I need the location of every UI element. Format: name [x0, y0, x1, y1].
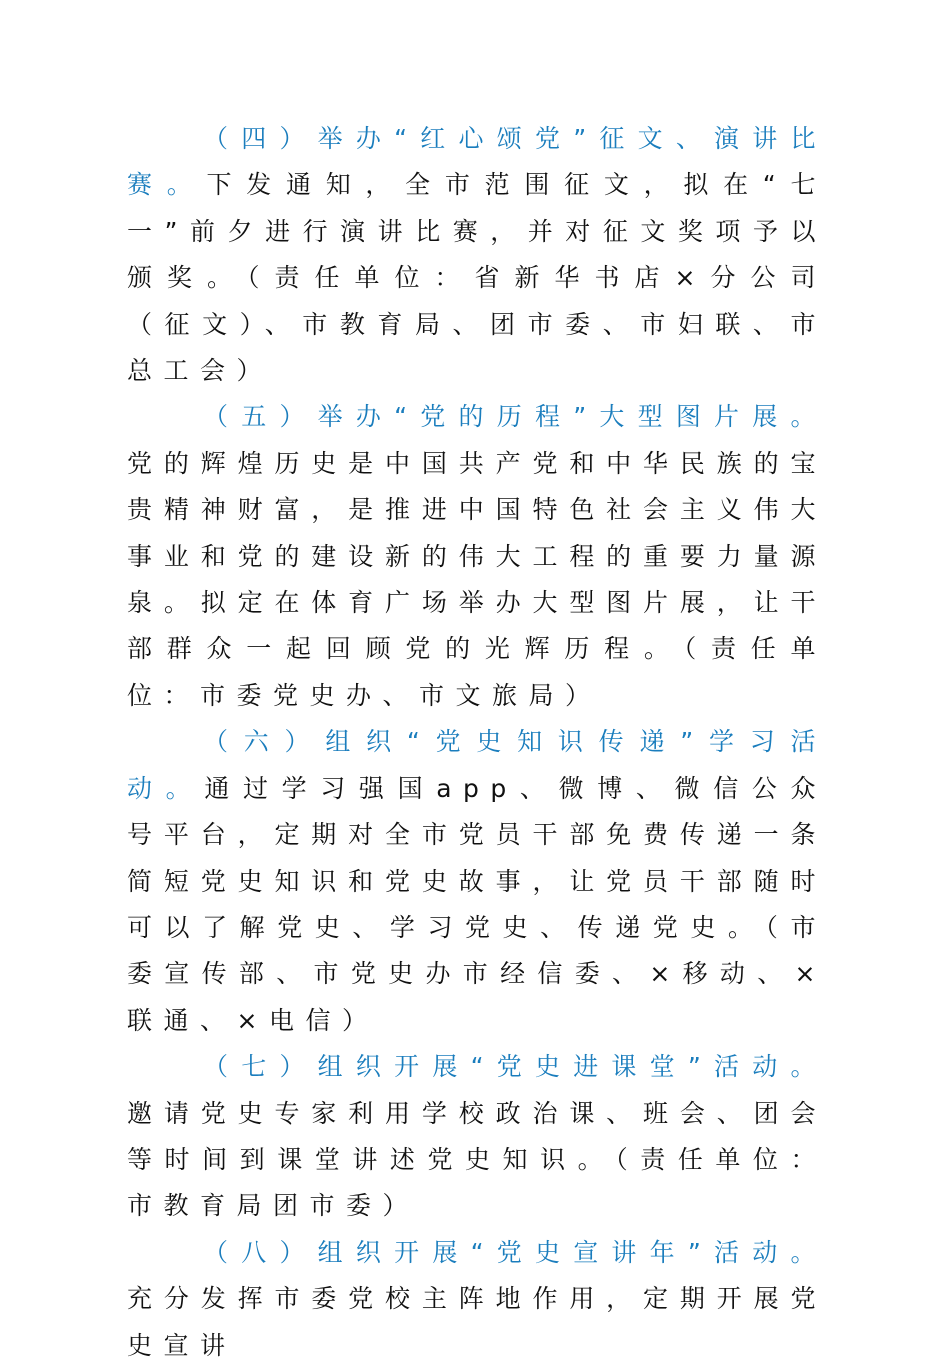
- document-body: [127, 116, 827, 1369]
- body-five: 党的辉煌历史是中国共产党和中华民族的宝贵精神财富，是推进中国特色社会主义伟大事业和党的建设新的伟大工程的重要力量源泉。拟定在体育广场举办大型图片展，让干部群众一起回顾党的光辉历程。（责任单位：市委党史办、市文旅局）: [127, 448, 827, 710]
- heading-five: （五）举办“党的历程”大型图片展。: [203, 402, 827, 432]
- paragraph-eight: [127, 1230, 827, 1369]
- paragraph-six: [127, 719, 827, 1044]
- paragraph-four: [127, 116, 827, 394]
- body-seven: 邀请党史专家利用学校政治课、班会、团会等时间到课堂讲述党史知识。（责任单位：市教育局团市委）: [127, 1098, 827, 1221]
- heading-eight: （八）组织开展“党史宣讲年”活动。: [203, 1237, 827, 1267]
- heading-seven: （七）组织开展“党史进课堂”活动。: [203, 1052, 827, 1082]
- paragraph-seven: [127, 1044, 827, 1230]
- body-four: 下发通知，全市范围征文，拟在“七一”前夕进行演讲比赛，并对征文奖项予以颁奖。（责任单位：省新华书店×分公司（征文）、市教育局、团市委、市妇联、市总工会）: [127, 170, 827, 386]
- body-eight: 充分发挥市委党校主阵地作用，定期开展党史宣讲: [127, 1284, 827, 1360]
- heading-six: （六）组织“党史知识传递”学习活动。: [127, 727, 827, 803]
- heading-four: （四）举办“红心颂党”征文、演讲比赛。: [127, 124, 827, 200]
- paragraph-five: [127, 394, 827, 719]
- body-six: 通过学习强国app、微博、微信公众号平台，定期对全市党员干部免费传递一条简短党史知识和党史故事，让党员干部随时可以了解党史、学习党史、传递党史。（市委宣传部、市党史办市经信委、×移动、×联通、×电信）: [127, 773, 827, 1035]
